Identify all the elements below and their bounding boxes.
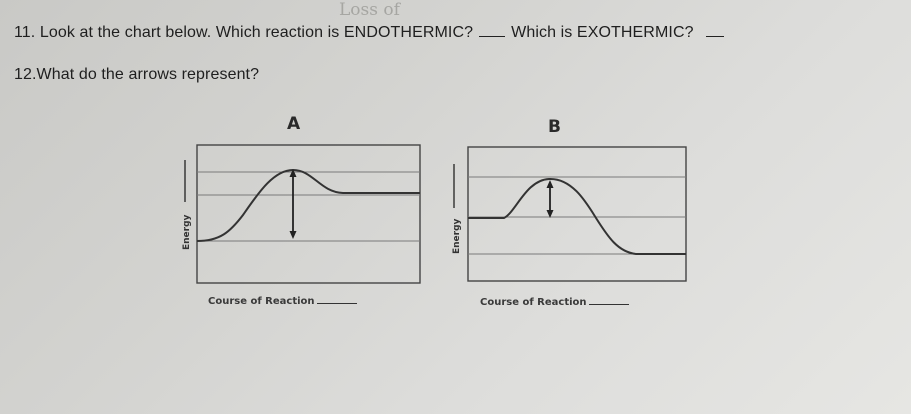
handwritten-note: Loss of: [339, 0, 400, 20]
exothermic-answer-blank[interactable]: [706, 22, 724, 37]
arrowhead-up-b: [547, 180, 554, 188]
question-11: [14, 22, 730, 42]
x-axis-caption-b: [480, 297, 629, 308]
x-axis-caption-a: [208, 296, 357, 307]
question-12: 12.What do the arrows represent?: [14, 66, 260, 83]
reaction-curve-a: [197, 170, 420, 241]
endothermic-answer-blank[interactable]: [479, 22, 505, 37]
x-axis-underline-b: [589, 304, 629, 305]
y-axis-label-b: Energy: [452, 218, 462, 254]
energy-diagram-a: [175, 140, 425, 285]
arrowhead-down-a: [290, 231, 297, 239]
plot-b-frame: [468, 147, 686, 281]
chart-a-label: A: [287, 114, 301, 134]
y-axis-label-a: Energy: [182, 214, 192, 250]
plot-a-frame: [197, 145, 420, 283]
energy-diagram-b: [446, 142, 696, 287]
chart-b-label: B: [548, 117, 561, 137]
question-11-part1: 11. Look at the chart below. Which reaction is ENDOTHERMIC?: [14, 24, 474, 41]
x-axis-label-b: Course of Reaction: [480, 297, 587, 308]
question-11-part2: Which is EXOTHERMIC?: [511, 24, 694, 41]
reaction-curve-b: [468, 179, 686, 254]
x-axis-label-a: Course of Reaction: [208, 296, 315, 307]
x-axis-underline-a: [317, 303, 357, 304]
